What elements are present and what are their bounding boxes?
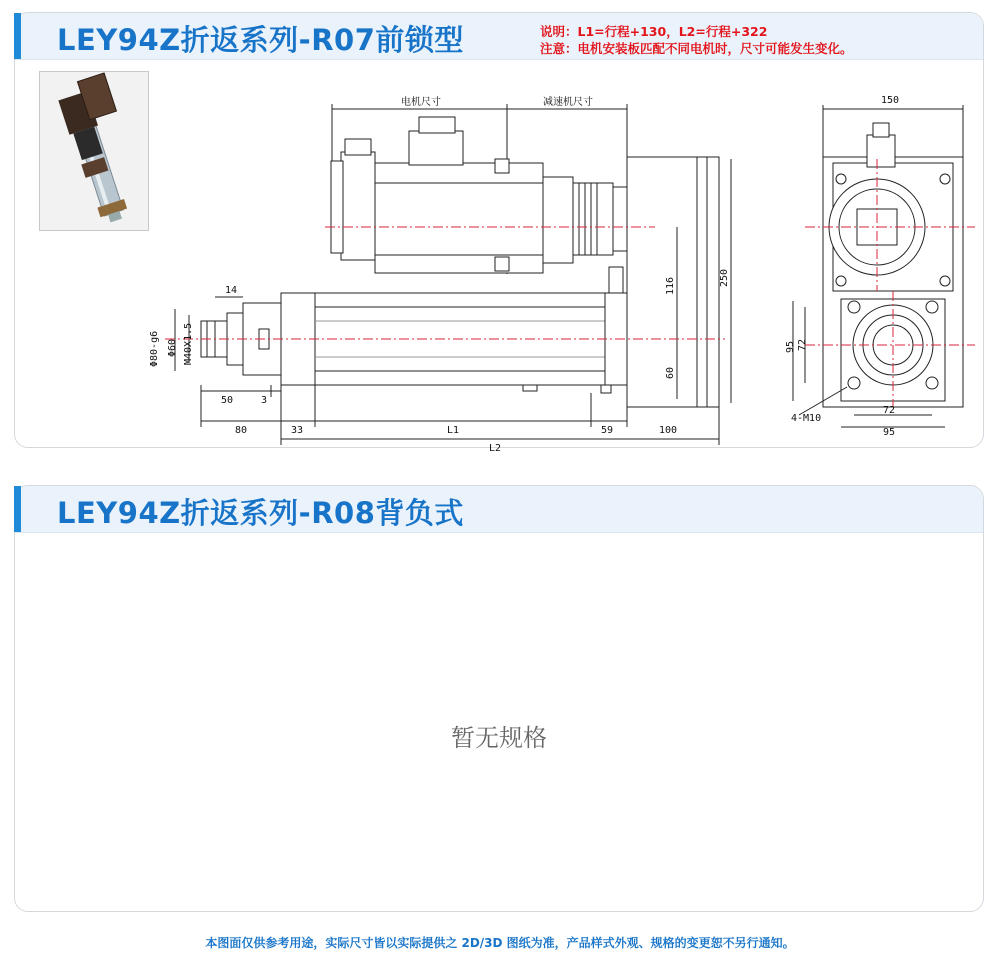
dim-250: 250 [719,268,730,287]
note-warning: 注意：电机安装板匹配不同电机时，尺寸可能发生变化。 [540,41,853,56]
dim-m40: M40X1.5 [183,322,194,365]
dim-3: 3 [261,395,268,406]
section-header [15,13,983,60]
dim-116: 116 [665,276,676,295]
dim-150: 150 [881,95,900,106]
dim-33: 33 [291,425,304,436]
dim-50: 50 [221,395,234,406]
spec-panel-r07 [14,12,984,454]
dim-4-m10: 4-M10 [791,413,822,424]
header-accent-bar [14,13,21,59]
dim-l1: L1 [447,425,460,436]
section-title: LEY94Z折返系列-R07前锁型 [57,23,464,57]
dim-95-horizontal: 95 [883,427,896,438]
empty-spec-text: 暂无规格 [451,724,547,752]
dim-phi80: Φ80-g6 [149,330,160,367]
dim-95-vertical: 95 [785,340,796,353]
spec-panel-r08 [14,485,984,912]
dim-72-vertical: 72 [797,338,808,351]
dim-phi60: Φ60 [167,338,178,357]
dim-l2: L2 [489,443,502,454]
label-reducer-size: 减速机尺寸 [543,97,593,108]
technical-drawing [15,59,983,454]
dim-14: 14 [225,285,238,296]
footer-disclaimer: 本图面仅供参考用途，实际尺寸皆以实际提供之 2D/3D 图纸为准，产品样式外观、规格的变更恕不另行通知。 [205,936,795,950]
dim-59: 59 [601,425,614,436]
dim-60: 60 [665,366,676,379]
section-title: LEY94Z折返系列-R08背负式 [57,496,464,530]
section-header [15,486,983,533]
dim-80: 80 [235,425,248,436]
header-accent-bar [14,486,21,532]
note-description: 说明：L1=行程+130，L2=行程+322 [540,24,768,39]
dim-72-horizontal: 72 [883,405,896,416]
dim-100: 100 [659,425,678,436]
label-motor-size: 电机尺寸 [401,97,441,108]
